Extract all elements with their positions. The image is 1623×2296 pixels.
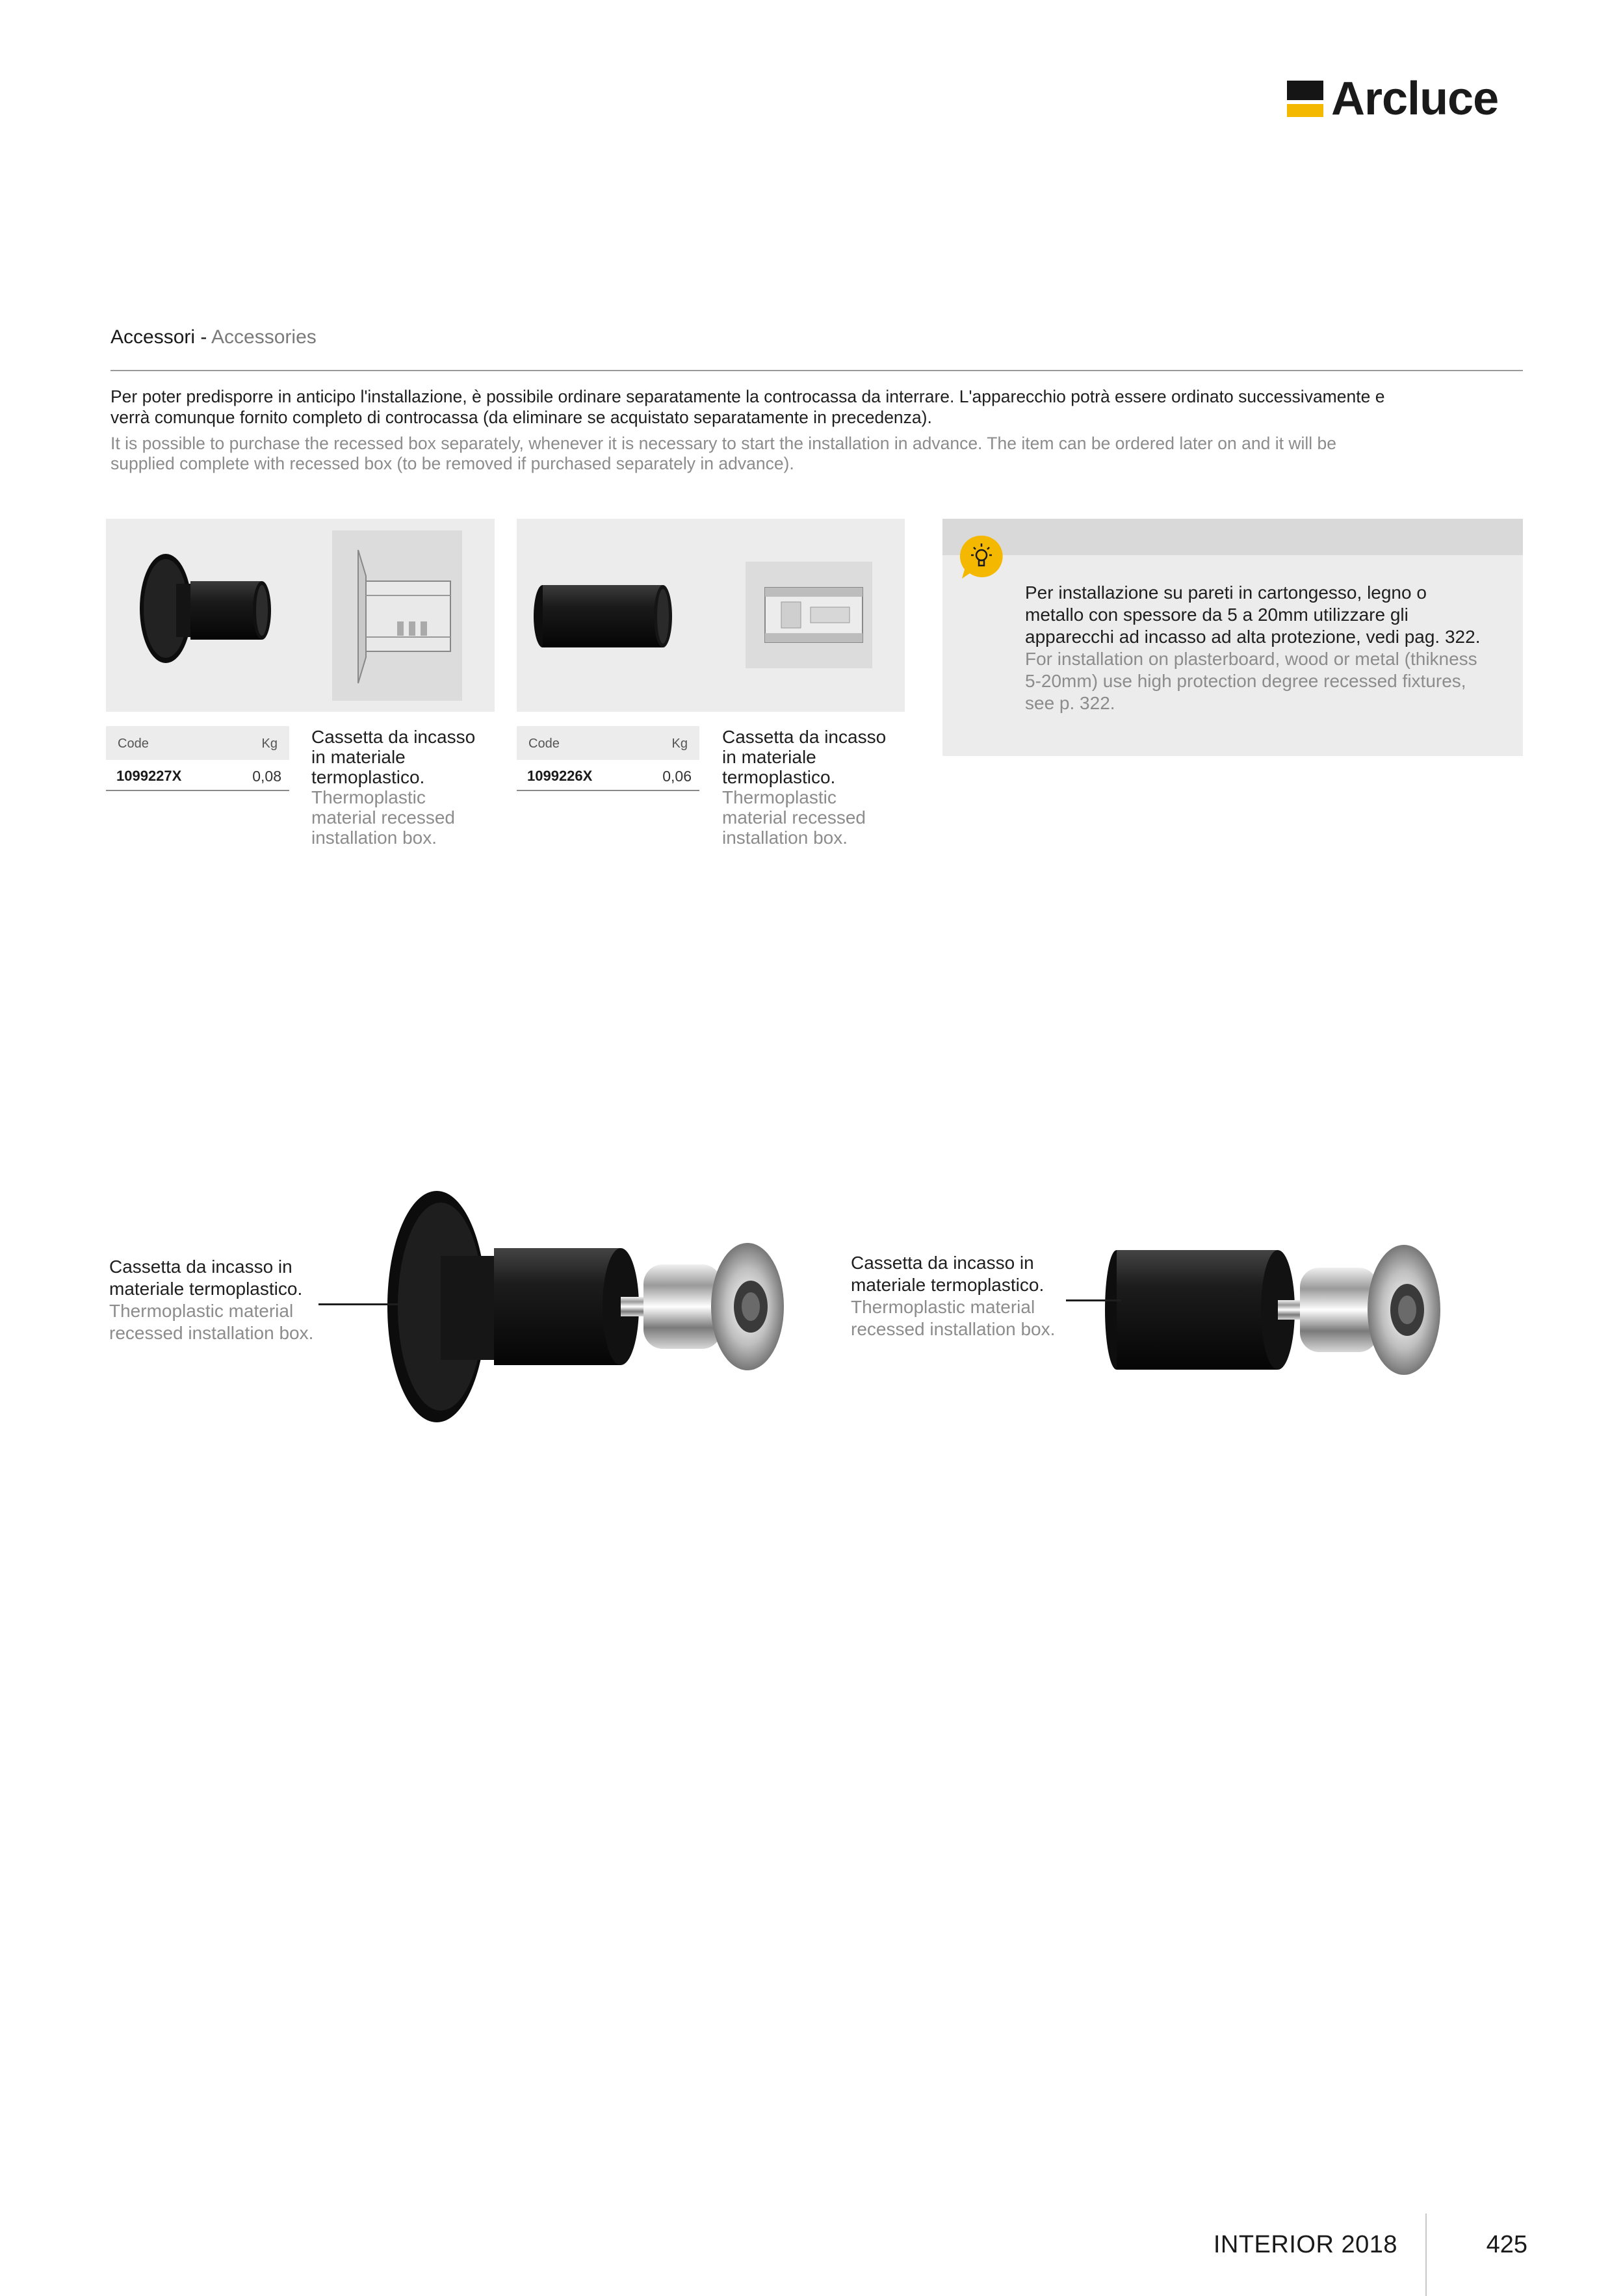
product-image-card-1 — [106, 519, 495, 712]
description-it-line: in materiale — [311, 747, 406, 767]
table-row — [106, 760, 289, 791]
callout-leader-line — [1066, 1299, 1121, 1301]
description-en-line: Thermoplastic — [722, 787, 837, 807]
description-en-line: material recessed — [722, 807, 866, 828]
tube-box-assembly-photo — [1098, 1229, 1527, 1391]
footer-divider — [1425, 2213, 1427, 2296]
section-divider — [110, 370, 1523, 371]
note-text-it — [1025, 582, 1506, 648]
callout-it-line: materiale termoplastico. — [109, 1279, 303, 1299]
callout-it-line: materiale termoplastico. — [851, 1275, 1045, 1295]
callout-en-line: recessed installation box. — [109, 1323, 314, 1343]
product-code: 1099227X — [116, 768, 182, 784]
callout-1 — [109, 1256, 343, 1344]
footer-catalog-name: INTERIOR 2018 — [1213, 2231, 1397, 2258]
product-code: 1099226X — [527, 768, 593, 784]
callout-it-line: Cassetta da incasso in — [109, 1257, 292, 1277]
callout-en-line: Thermoplastic material — [851, 1297, 1035, 1317]
callout-leader-line — [318, 1303, 416, 1305]
note-en-line: see p. 322. — [1025, 693, 1115, 713]
description-it-line: termoplastico. — [311, 767, 425, 787]
description-it-line: in materiale — [722, 747, 816, 767]
callout-en-line: Thermoplastic material — [109, 1301, 294, 1321]
description-en-line: installation box. — [722, 828, 848, 848]
note-text-en — [1025, 648, 1506, 714]
kg-column-header: Kg — [261, 737, 278, 751]
product-weight: 0,06 — [662, 768, 692, 785]
callout-en-line: recessed installation box. — [851, 1319, 1056, 1339]
note-it-line: metallo con spessore da 5 a 20mm utilizzare gli — [1025, 605, 1409, 625]
page-number: 425 — [1486, 2231, 1527, 2258]
intro-text-it — [110, 386, 1524, 428]
code-column-header: Code — [118, 737, 149, 751]
note-it-line: apparecchi ad incasso ad alta protezione, vedi pag. 322. — [1025, 627, 1481, 647]
note-en-line: For installation on plasterboard, wood or metal (thikness — [1025, 649, 1477, 669]
description-en-line: Thermoplastic — [311, 787, 426, 807]
logo-mark-icon — [1287, 81, 1323, 117]
note-it-line: Per installazione su pareti in cartongesso, legno o — [1025, 582, 1427, 603]
callout-it-line: Cassetta da incasso in — [851, 1253, 1034, 1273]
technical-drawing-icon — [332, 530, 462, 701]
intro-en-line: supplied complete with recessed box (to be removed if purchased separately in advance). — [110, 454, 794, 473]
brand-name: Arcluce — [1331, 73, 1499, 125]
flanged-box-assembly-photo — [364, 1183, 819, 1430]
intro-en-line: It is possible to purchase the recessed box separately, whenever it is necessary to start the installation in advance. The item can be ordered later on and it will be — [110, 434, 1336, 453]
section-title — [110, 326, 317, 348]
description-it-line: Cassetta da incasso — [722, 727, 887, 747]
product-table-header — [106, 726, 289, 760]
description-it-line: Cassetta da incasso — [311, 727, 476, 747]
code-column-header: Code — [528, 737, 560, 751]
section-title-it: Accessori - — [110, 326, 207, 348]
description-en-line: installation box. — [311, 828, 437, 848]
description-en-line: material recessed — [311, 807, 455, 828]
product-table-2 — [517, 726, 699, 791]
section-title-en: Accessories — [211, 326, 317, 348]
intro-text-en — [110, 434, 1524, 474]
note-en-line: 5-20mm) use high protection degree recessed fixtures, — [1025, 671, 1466, 691]
installation-note — [942, 519, 1523, 756]
product-description-2 — [722, 727, 904, 848]
product-image-card-2 — [517, 519, 905, 712]
product-table-header — [517, 726, 699, 760]
callout-2 — [851, 1252, 1085, 1340]
tube-box-section-drawing — [746, 562, 872, 668]
brand-logo — [1287, 73, 1534, 125]
description-it-line: termoplastico. — [722, 767, 836, 787]
note-header-bar — [942, 519, 1523, 555]
intro-it-line: verrà comunque fornito completo di controcassa (da eliminare se acquistato separatamente in precedenza). — [110, 408, 932, 427]
intro-it-line: Per poter predisporre in anticipo l'installazione, è possibile ordinare separatamente la controcassa da interrare. L'apparecchio potrà essere ordinato successivamente e — [110, 387, 1385, 406]
product-description-1 — [311, 727, 493, 848]
lightbulb-icon — [957, 533, 1006, 582]
recessed-box-section-drawing — [332, 530, 462, 701]
technical-drawing-icon — [746, 562, 872, 668]
table-row — [517, 760, 699, 791]
product-table-1 — [106, 726, 289, 791]
kg-column-header: Kg — [671, 737, 688, 751]
product-weight: 0,08 — [252, 768, 281, 785]
